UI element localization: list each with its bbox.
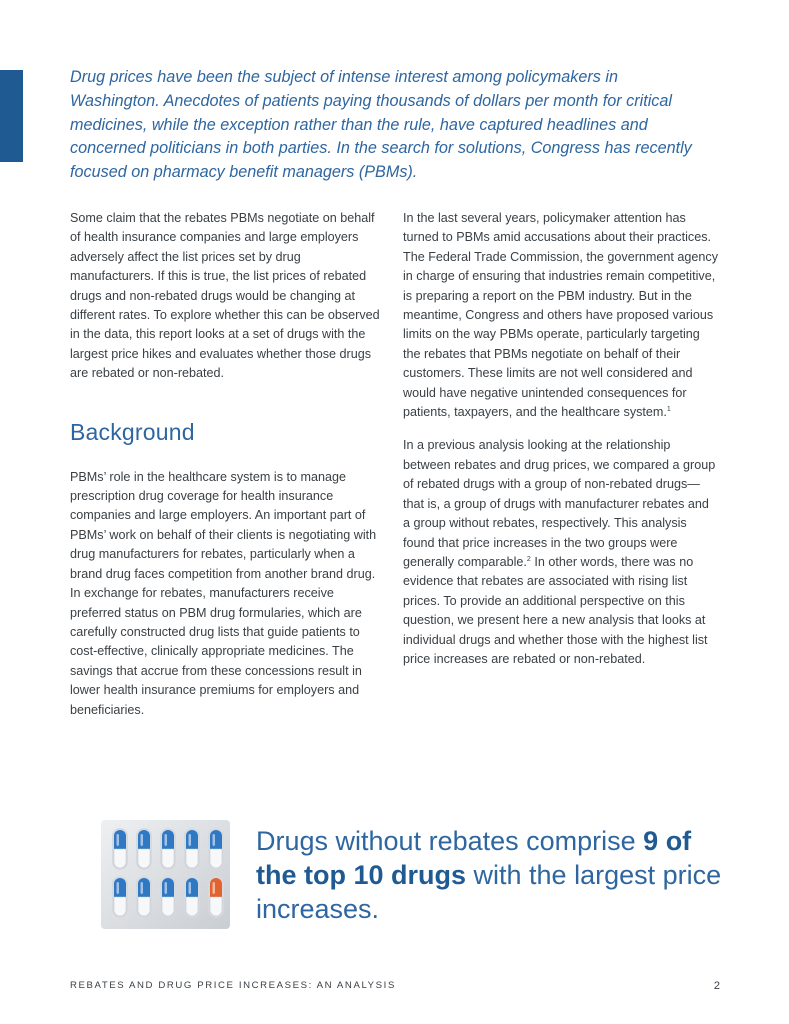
callout-highlight: 9 of the top 10 drugs — [256, 826, 692, 890]
right-paragraph-2: In a previous analysis looking at the relationship between rebates and drug prices, we compared a group of rebated drugs with a group of non-rebated drugs—that is, a group of drugs with manufacturer rebates and a group without rebates, respectively. This analysis found that price increases in the two groups were generally comparable.$^2$ In other words, there was no evidence that rebates are associated with rising list prices. To provide an additional perspective on this question, we present here a new analysis that looks at individual drugs and whether those with the highest list price increases are rebated or non-rebated. — [403, 438, 716, 666]
footnote-ref-2[interactable]: 2 — [526, 555, 531, 563]
pill-capsule-icon — [136, 876, 152, 918]
page-number: 2 — [713, 980, 720, 992]
right-column — [403, 209, 719, 683]
pill-capsule-icon — [112, 828, 128, 870]
left-column — [70, 209, 382, 734]
pill-capsule-icon — [184, 828, 200, 870]
footnote-ref-1[interactable]: 1 — [666, 405, 671, 413]
section-heading-background: Background — [70, 418, 195, 445]
right-paragraph-1: In the last several years, policymaker attention has turned to PBMs amid accusations about their practices. The Federal Trade Commission, the government agency in charge of ensuring that industries remain competitive, is preparing a report on the PBM industry. But in the meantime, Congress and others have proposed various limits on the way PBMs operate, particularly targeting the rebates that PBMs negotiate on behalf of their customers. These limits are not well considered and would have negative unintended consequences for patients, taxpayers, and the healthcare system.$^1$ — [403, 211, 718, 420]
pill-capsule-icon — [136, 828, 152, 870]
footer-title: REBATES AND DRUG PRICE INCREASES: AN ANALYSIS — [70, 980, 396, 991]
intro-text: Drug prices have been the subject of intense interest among policymakers in Washington. Anecdotes of patients paying thousands of dollars per month for critical medicines, while the exception rather than the rule, have captured headlines and concerned politicians in both parties. In the search for solutions, Congress has recently focused on pharmacy benefit managers (PBMs). — [70, 68, 692, 182]
intro-callout — [70, 66, 710, 185]
pill-capsule-icon — [208, 828, 224, 870]
pill-capsule-icon — [112, 876, 128, 918]
edge-accent-bar — [0, 70, 23, 162]
pill-capsule-icon — [208, 876, 224, 918]
callout-statement: Drugs without rebates comprise 9 of the top 10 drugs with the largest price increases. — [256, 826, 722, 924]
left-paragraph-2: PBMs’ role in the healthcare system is to manage prescription drug coverage for health insurance companies and large employers. An important part of PBMs’ work on behalf of their clients is negotiating with drug manufacturers for rebates, particularly when a brand drug faces competition from another brand drug. In exchange for rebates, manufacturers receive preferred status on PBM drug formularies, which are carefully constructed drug lists that guide patients to cost-effective, clinically appropriate medicines. The savings that accrue from these concessions result in lower health insurance premiums for employers and beneficiaries. — [70, 469, 377, 717]
pill-capsule-icon — [160, 828, 176, 870]
pill-capsule-icon — [184, 876, 200, 918]
pill-blister-pack-image — [101, 820, 230, 929]
page-footer — [70, 980, 720, 994]
pill-capsule-icon — [160, 876, 176, 918]
left-paragraph-1: Some claim that the rebates PBMs negotiate on behalf of health insurance companies and large employers adversely affect the list prices set by drug manufacturers. If this is true, the list prices of rebated drugs and non-rebated drugs would be changing at different rates. To explore whether this can be observed in the data, this report looks at a set of drugs with the largest price hikes and evaluates whether those drugs are rebated or non-rebated. — [70, 211, 380, 381]
